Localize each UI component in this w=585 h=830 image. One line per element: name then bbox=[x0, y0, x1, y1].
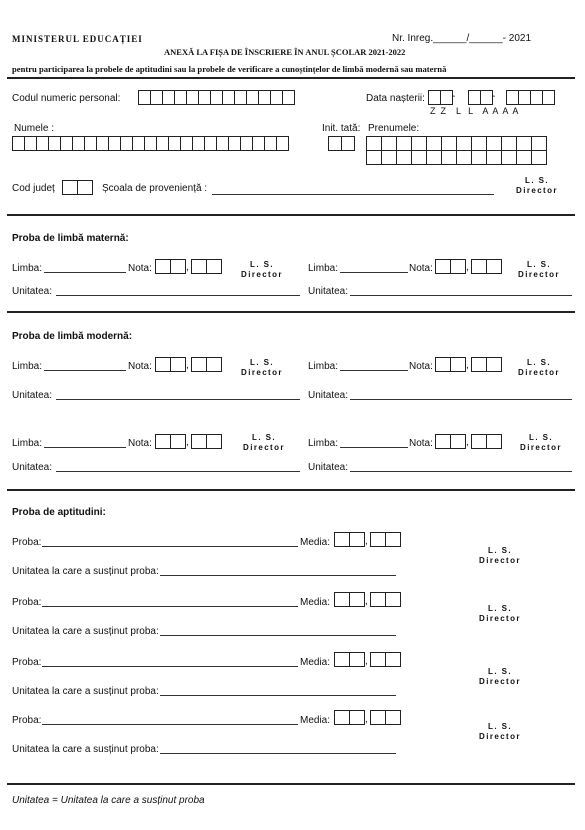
ls-text: L. S. bbox=[250, 358, 274, 367]
stamp-aptitude-2 bbox=[470, 604, 530, 624]
modern-unit-label-1: Unitatea: bbox=[12, 390, 53, 401]
comma: , bbox=[466, 437, 469, 448]
header-divider bbox=[7, 77, 575, 79]
firstname-char-box[interactable] bbox=[426, 136, 442, 151]
ls-text: L. S. bbox=[488, 546, 512, 555]
aptitude-title: Proba de aptitudini: bbox=[12, 507, 106, 518]
ls-text: L. S. bbox=[250, 260, 274, 269]
aptitude-media-label-4: Media: bbox=[300, 715, 331, 726]
firstname-char-box[interactable] bbox=[441, 136, 457, 151]
aptitude-media-label-1: Media: bbox=[300, 537, 331, 548]
cnp-label: Codul numeric personal: bbox=[12, 93, 121, 104]
aptitude-media-dec-4[interactable] bbox=[370, 710, 400, 725]
comma: , bbox=[365, 536, 368, 547]
aptitude-proba-label-4: Proba: bbox=[12, 715, 42, 726]
maternal-nota-dec-1[interactable] bbox=[191, 259, 221, 274]
modern-nota-label-3: Nota: bbox=[128, 438, 152, 449]
firstname-char-box[interactable] bbox=[456, 150, 472, 165]
aptitude-media-label-2: Media: bbox=[300, 597, 331, 608]
stamp-modern-4 bbox=[512, 433, 570, 453]
firstname-char-box[interactable] bbox=[516, 136, 532, 151]
aptitude-unit-label-2: Unitatea la care a susținut proba: bbox=[12, 626, 159, 637]
firstname-char-box[interactable] bbox=[501, 136, 517, 151]
modern-nota-dec-4[interactable] bbox=[471, 434, 501, 449]
aptitude-media-label-3: Media: bbox=[300, 657, 331, 668]
maternal-unit-line-1[interactable] bbox=[56, 295, 300, 296]
firstname-char-box[interactable] bbox=[396, 136, 412, 151]
modern-nota-int-2[interactable] bbox=[435, 357, 465, 372]
maternal-nota-int-2[interactable] bbox=[435, 259, 465, 274]
aptitude-media-dec-3[interactable] bbox=[370, 652, 400, 667]
aptitude-media-int-1[interactable] bbox=[334, 532, 364, 547]
modern-unit-label-3: Unitatea: bbox=[12, 462, 53, 473]
comma: , bbox=[466, 262, 469, 273]
birth-date-label: Data nașterii: bbox=[366, 93, 425, 104]
name-label: Numele : bbox=[14, 123, 55, 134]
aptitude-unit-label-4: Unitatea la care a susținut proba: bbox=[12, 744, 159, 755]
aptitude-unit-line-3[interactable] bbox=[160, 695, 396, 696]
director-text: Director bbox=[241, 270, 283, 279]
maternal-unit-label-1: Unitatea: bbox=[12, 286, 53, 297]
section-divider-3 bbox=[7, 489, 575, 491]
director-text: Director bbox=[479, 556, 521, 565]
aptitude-unit-line-1[interactable] bbox=[160, 575, 396, 576]
aptitude-proba-label-3: Proba: bbox=[12, 657, 42, 668]
maternal-limba-label-1: Limba: bbox=[12, 263, 43, 274]
comma: , bbox=[186, 360, 189, 371]
comma: , bbox=[365, 656, 368, 667]
firstname-char-box[interactable] bbox=[486, 136, 502, 151]
cnp-digit-box[interactable] bbox=[282, 90, 295, 105]
dash-2: - bbox=[492, 91, 496, 102]
director-text: Director bbox=[479, 732, 521, 741]
aptitude-media-dec-2[interactable] bbox=[370, 592, 400, 607]
modern-unit-label-4: Unitatea: bbox=[308, 462, 349, 473]
firstname-char-box[interactable] bbox=[501, 150, 517, 165]
modern-nota-label-1: Nota: bbox=[128, 361, 152, 372]
stamp-personal bbox=[508, 176, 566, 196]
stamp-aptitude-4 bbox=[470, 722, 530, 742]
firstname-char-box[interactable] bbox=[486, 150, 502, 165]
form-title: ANEXĂ LA FIȘA DE ÎNSCRIERE ÎN ANUL ȘCOLAR 2021-2022 bbox=[164, 47, 406, 57]
maternal-limba-label-2: Limba: bbox=[308, 263, 339, 274]
stamp-modern-3 bbox=[234, 433, 294, 453]
stamp-maternal-2 bbox=[510, 260, 568, 280]
ls-text: L. S. bbox=[488, 667, 512, 676]
firstname-char-box[interactable] bbox=[471, 150, 487, 165]
firstname-char-box[interactable] bbox=[441, 150, 457, 165]
firstname-char-box[interactable] bbox=[456, 136, 472, 151]
section-divider-4 bbox=[7, 783, 575, 785]
dash-1: - bbox=[452, 91, 456, 102]
firstname-char-box[interactable] bbox=[396, 150, 412, 165]
modern-nota-int-1[interactable] bbox=[155, 357, 185, 372]
aptitude-proba-line-4[interactable] bbox=[42, 724, 298, 725]
registration-number: Nr. Inreg.______/______- 2021 bbox=[392, 33, 531, 44]
director-text: Director bbox=[520, 443, 562, 452]
ls-text: L. S. bbox=[252, 433, 276, 442]
modern-nota-dec-2[interactable] bbox=[471, 357, 501, 372]
firstname-char-box[interactable] bbox=[411, 150, 427, 165]
name-char-box[interactable] bbox=[276, 136, 289, 151]
firstname-label: Prenumele: bbox=[368, 123, 420, 134]
aptitude-unit-label-1: Unitatea la care a susținut proba: bbox=[12, 566, 159, 577]
modern-limba-line-4[interactable] bbox=[340, 447, 408, 448]
name-field[interactable] bbox=[12, 136, 288, 151]
modern-unit-label-2: Unitatea: bbox=[308, 390, 349, 401]
maternal-nota-label-1: Nota: bbox=[128, 263, 152, 274]
ls-text: L. S. bbox=[527, 260, 551, 269]
firstname-char-box[interactable] bbox=[366, 150, 382, 165]
birth-date-hint: Z Z L L A A A A bbox=[430, 106, 519, 116]
ls-text: L. S. bbox=[527, 358, 551, 367]
aptitude-media-int-2[interactable] bbox=[334, 592, 364, 607]
director-text: Director bbox=[479, 677, 521, 686]
firstname-char-box[interactable] bbox=[531, 150, 547, 165]
modern-nota-label-4: Nota: bbox=[409, 438, 433, 449]
comma: , bbox=[186, 437, 189, 448]
director-text: Director bbox=[518, 270, 560, 279]
county-code-field[interactable] bbox=[62, 180, 92, 195]
school-line[interactable] bbox=[212, 194, 494, 195]
firstname-char-box[interactable] bbox=[516, 150, 532, 165]
modern-unit-line-3[interactable] bbox=[56, 471, 300, 472]
aptitude-unit-line-2[interactable] bbox=[160, 635, 396, 636]
maternal-limba-line-2[interactable] bbox=[340, 272, 408, 273]
aptitude-media-dec-1[interactable] bbox=[370, 532, 400, 547]
maternal-unit-line-2[interactable] bbox=[350, 295, 572, 296]
modern-limba-label-4: Limba: bbox=[308, 438, 339, 449]
maternal-unit-label-2: Unitatea: bbox=[308, 286, 349, 297]
ls-text: L. S. bbox=[529, 433, 553, 442]
director-text: Director bbox=[516, 186, 558, 195]
modern-nota-label-2: Nota: bbox=[409, 361, 433, 372]
section-divider-1 bbox=[7, 214, 575, 216]
maternal-nota-int-1[interactable] bbox=[155, 259, 185, 274]
modern-limba-line-3[interactable] bbox=[44, 447, 126, 448]
county-code-label: Cod județ bbox=[12, 183, 55, 194]
birth-month-field[interactable] bbox=[468, 90, 492, 105]
stamp-modern-2 bbox=[510, 358, 568, 378]
aptitude-proba-line-3[interactable] bbox=[42, 666, 298, 667]
maternal-nota-label-2: Nota: bbox=[409, 263, 433, 274]
father-initial-field[interactable] bbox=[328, 136, 354, 151]
director-text: Director bbox=[518, 368, 560, 377]
modern-limba-label-1: Limba: bbox=[12, 361, 43, 372]
birth-year-field[interactable] bbox=[506, 90, 554, 105]
comma: , bbox=[466, 360, 469, 371]
father-initial-label: Init. tată: bbox=[322, 123, 361, 134]
birth-day-field[interactable] bbox=[428, 90, 452, 105]
firstname-char-box[interactable] bbox=[366, 136, 382, 151]
form-subtitle: pentru participarea la probele de aptitudini sau la probele de verificare a cunoștințelor de limbă modernă sau maternă bbox=[12, 64, 447, 74]
firstname-field[interactable] bbox=[366, 136, 546, 164]
comma: , bbox=[186, 262, 189, 273]
maternal-limba-line-1[interactable] bbox=[44, 272, 126, 273]
firstname-char-box[interactable] bbox=[381, 150, 397, 165]
stamp-aptitude-1 bbox=[470, 546, 530, 566]
stamp-modern-1 bbox=[232, 358, 292, 378]
aptitude-unit-label-3: Unitatea la care a susținut proba: bbox=[12, 686, 159, 697]
firstname-char-box[interactable] bbox=[381, 136, 397, 151]
aptitude-proba-line-1[interactable] bbox=[42, 546, 298, 547]
firstname-char-box[interactable] bbox=[411, 136, 427, 151]
comma: , bbox=[365, 596, 368, 607]
aptitude-proba-label-2: Proba: bbox=[12, 597, 42, 608]
stamp-aptitude-3 bbox=[470, 667, 530, 687]
footer-note: Unitatea = Unitatea la care a susținut proba bbox=[12, 795, 205, 806]
modern-unit-line-2[interactable] bbox=[350, 399, 572, 400]
modern-limba-label-3: Limba: bbox=[12, 438, 43, 449]
firstname-char-box[interactable] bbox=[531, 136, 547, 151]
aptitude-proba-label-1: Proba: bbox=[12, 537, 42, 548]
cnp-field[interactable] bbox=[138, 90, 294, 105]
aptitude-unit-line-4[interactable] bbox=[160, 753, 396, 754]
aptitude-media-int-4[interactable] bbox=[334, 710, 364, 725]
ministry-name: MINISTERUL EDUCAȚIEI bbox=[12, 34, 143, 44]
school-label: Școala de proveniență : bbox=[102, 183, 208, 194]
maternal-title: Proba de limbă maternă: bbox=[12, 233, 129, 244]
ls-text: L. S. bbox=[525, 176, 549, 185]
director-text: Director bbox=[241, 368, 283, 377]
ls-text: L. S. bbox=[488, 604, 512, 613]
section-divider-2 bbox=[7, 311, 575, 313]
ls-text: L. S. bbox=[488, 722, 512, 731]
modern-unit-line-1[interactable] bbox=[56, 399, 300, 400]
modern-nota-int-4[interactable] bbox=[435, 434, 465, 449]
director-text: Director bbox=[479, 614, 521, 623]
director-text: Director bbox=[243, 443, 285, 452]
aptitude-media-int-3[interactable] bbox=[334, 652, 364, 667]
modern-nota-dec-1[interactable] bbox=[191, 357, 221, 372]
modern-nota-int-3[interactable] bbox=[155, 434, 185, 449]
firstname-char-box[interactable] bbox=[471, 136, 487, 151]
modern-limba-line-1[interactable] bbox=[44, 370, 126, 371]
firstname-char-box[interactable] bbox=[426, 150, 442, 165]
modern-unit-line-4[interactable] bbox=[350, 471, 572, 472]
modern-nota-dec-3[interactable] bbox=[191, 434, 221, 449]
modern-title: Proba de limbă modernă: bbox=[12, 331, 133, 342]
modern-limba-label-2: Limba: bbox=[308, 361, 339, 372]
maternal-nota-dec-2[interactable] bbox=[471, 259, 501, 274]
modern-limba-line-2[interactable] bbox=[340, 370, 408, 371]
comma: , bbox=[365, 714, 368, 725]
stamp-maternal-1 bbox=[232, 260, 292, 280]
aptitude-proba-line-2[interactable] bbox=[42, 606, 298, 607]
